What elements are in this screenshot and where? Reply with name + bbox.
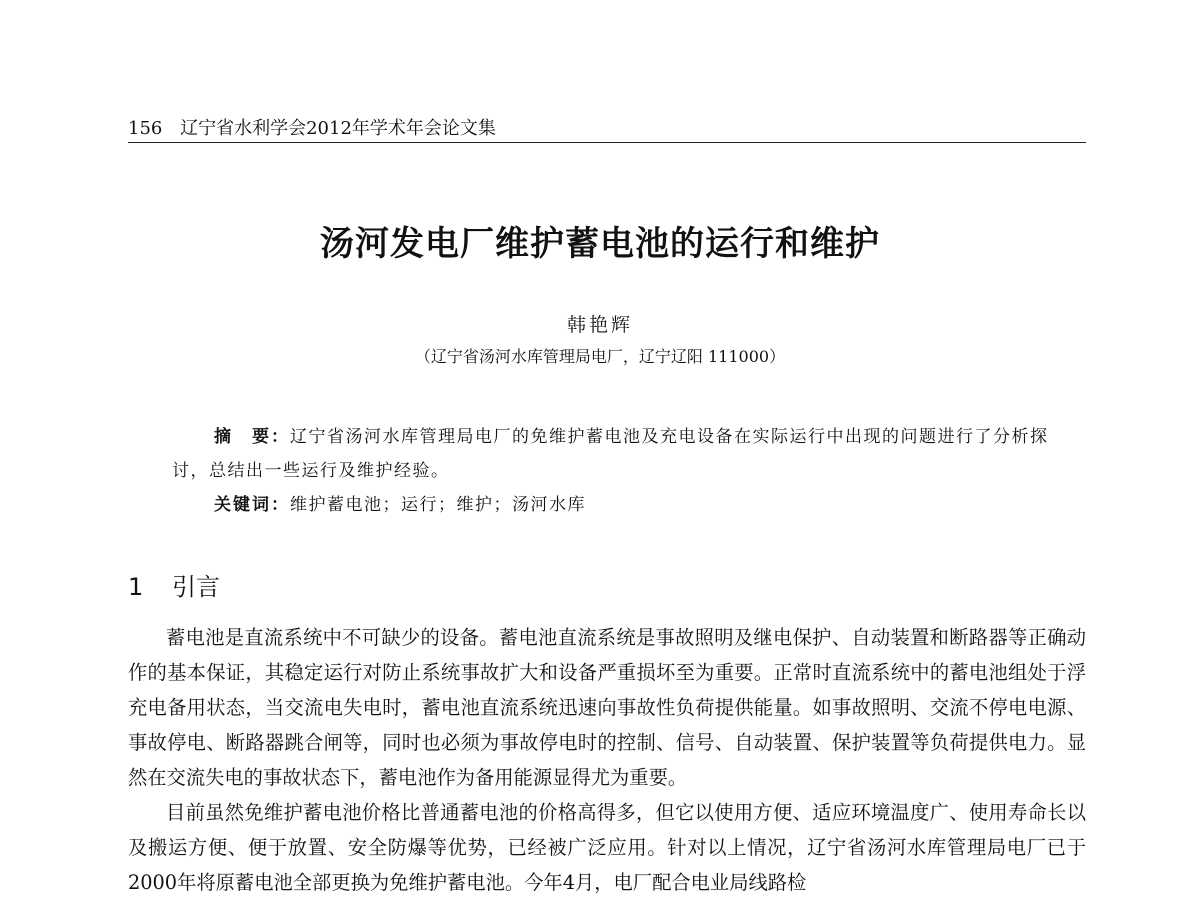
section-body bbox=[128, 620, 1086, 900]
author-affiliation: （辽宁省汤河水库管理局电厂，辽宁辽阳 111000） bbox=[414, 347, 786, 366]
keywords-label: 关键词： bbox=[214, 495, 290, 515]
body-paragraph: 蓄电池是直流系统中不可缺少的设备。蓄电池直流系统是事故照明及继电保护、自动装置和断路器等正确动作的基本保证，其稳定运行对防止系统事故扩大和设备严重损坏至为重要。正常时直流系统中的蓄电池组处于浮充电备用状态，当交流电失电时，蓄电池直流系统迅速向事故性负荷提供能量。如事故照明、交流不停电电源、事故停电、断路器跳合闸等，同时也必须为事故停电时的控制、信号、自动装置、保护装置等负荷提供电力。显然在交流失电的事故状态下，蓄电池作为备用能源显得尤为重要。 bbox=[128, 626, 1086, 789]
section-title: 引言 bbox=[172, 573, 220, 601]
running-title: 辽宁省水利学会2012年学术年会论文集 bbox=[180, 118, 496, 139]
header-rule bbox=[128, 142, 1086, 143]
section-heading bbox=[128, 570, 220, 604]
abstract-label: 摘 要： bbox=[214, 427, 290, 447]
section-number: 1 bbox=[128, 573, 144, 601]
keywords-text: 维护蓄电池；运行；维护；汤河水库 bbox=[290, 495, 586, 515]
page-number: 156 bbox=[128, 118, 163, 139]
abstract-paragraph bbox=[172, 420, 1062, 488]
abstract-text: 辽宁省汤河水库管理局电厂的免维护蓄电池及充电设备在实际运行中出现的问题进行了分析探讨，总结出一些运行及维护经验。 bbox=[172, 427, 1049, 481]
running-header bbox=[128, 116, 1086, 142]
author-name: 韩艳辉 bbox=[566, 314, 633, 336]
body-paragraph: 目前虽然免维护蓄电池价格比普通蓄电池的价格高得多，但它以使用方便、适应环境温度广、使用寿命长以及搬运方便、便于放置、安全防爆等优势，已经被广泛应用。针对以上情况，辽宁省汤河水库管理局电厂已于2000年将原蓄电池全部更换为免维护蓄电池。今年4月，电厂配合电业局线路检 bbox=[128, 801, 1086, 894]
abstract-block bbox=[172, 420, 1062, 522]
paper-title: 汤河发电厂维护蓄电池的运行和维护 bbox=[320, 224, 880, 264]
keywords-line bbox=[172, 488, 1062, 522]
